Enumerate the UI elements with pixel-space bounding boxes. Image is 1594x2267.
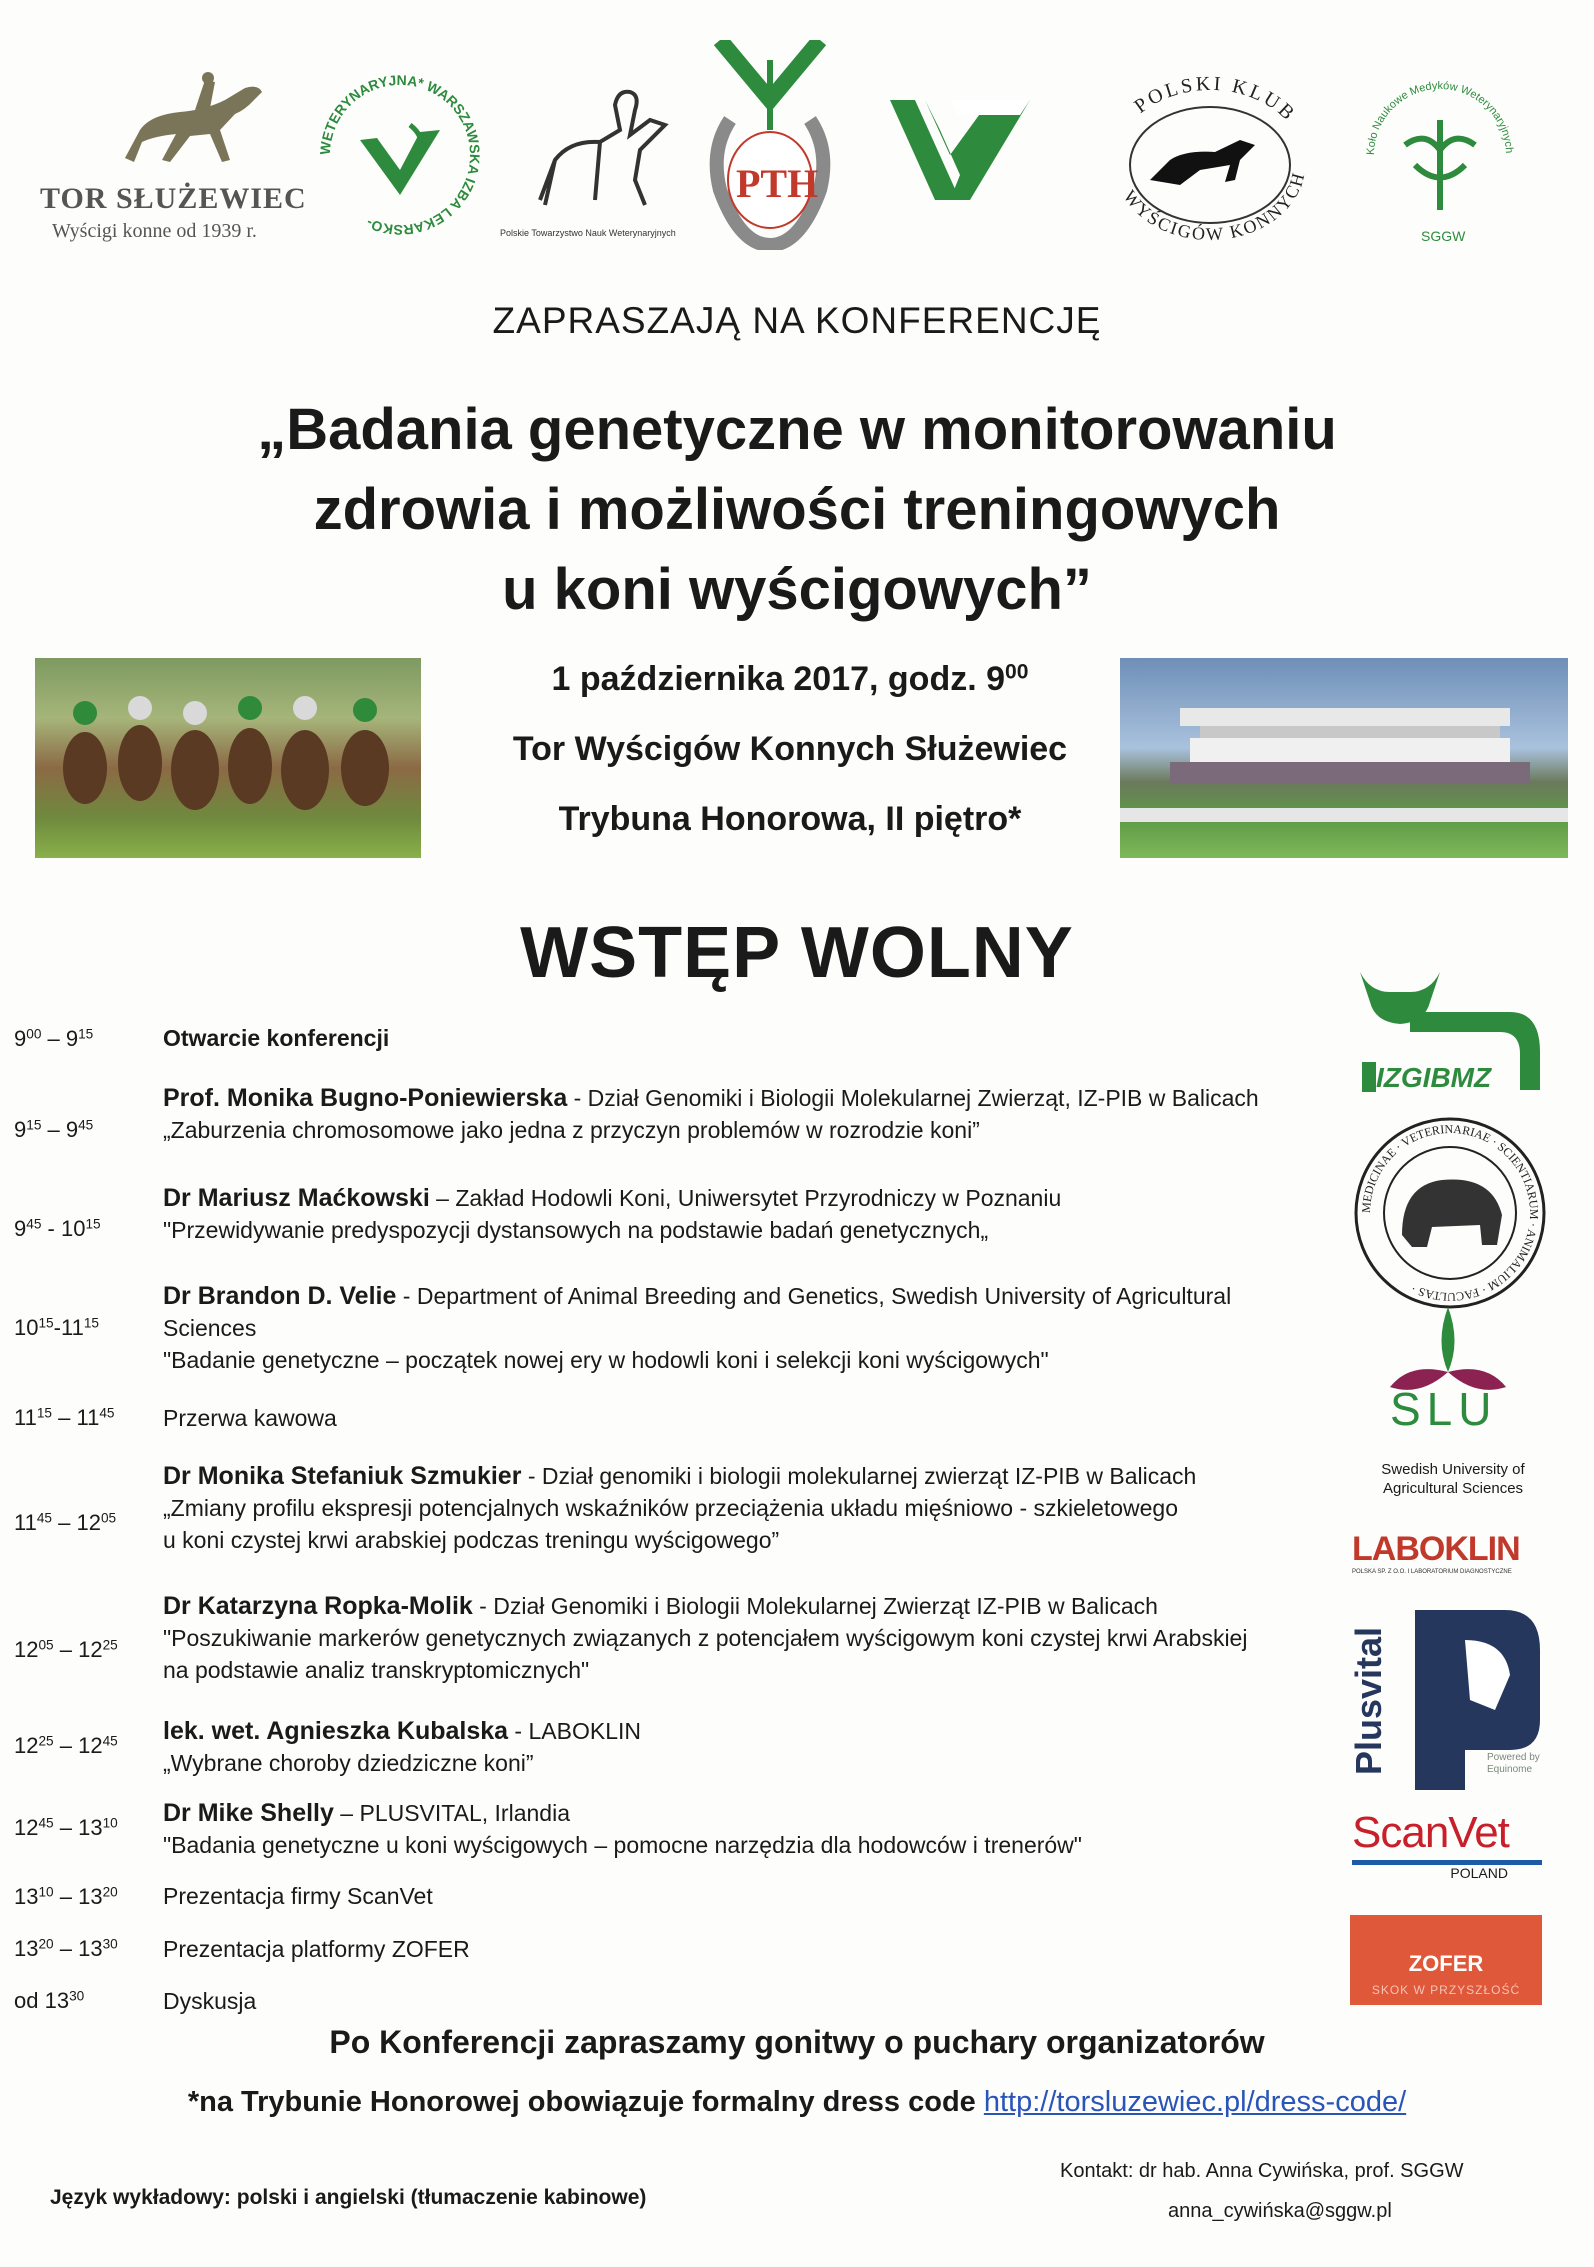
agenda-time-7: $12^{05} - 12^{25}$ — [14, 1637, 118, 1662]
event-date: 1 października 2017, godz. $9^{00}$ — [551, 660, 1029, 698]
agenda-item-discussion: Dyskusja — [163, 1988, 257, 2014]
klub-top-text: POLSKI KLUB — [1130, 72, 1301, 127]
slu-label: SLU — [1390, 1383, 1498, 1435]
ptnw-label: Polskie Towarzystwo Nauk Weterynaryjnych — [500, 228, 676, 238]
free-entry-heading: WSTĘP WOLNY — [520, 913, 1074, 993]
dress-code-link[interactable]: http://torsluzewiec.pl/dress-code/ — [983, 2086, 1407, 2118]
after-conference-note: Po Konferencji zapraszamy gonitwy o puchary organizatorów — [329, 2024, 1265, 2060]
logo-pth — [700, 40, 840, 250]
izba-ring-text: WETERYNARYJNA* WARSZAWSKA IZBA LEKARSKO- — [316, 71, 484, 239]
agenda-item-ropka-molik: Dr Katarzyna Ropka-Molik - Dział Genomiki i Biologii Molekularnej Zwierząt IZ-PIB w Balicach "Poszukiwanie markerów genetycznych związanych z potencjałem wyścigowym koni czystej krwi Arabskiej na podstawie analiz transkryptomicznych" — [163, 1592, 1248, 1683]
tor-name: TOR SŁUŻEWIEC — [40, 182, 307, 215]
agenda-time-12: od $13^{30}$ — [14, 1988, 85, 2013]
agenda-item-stefaniuk: Dr Monika Stefaniuk Szmukier - Dział genomiki i biologii molekularnej zwierząt IZ-PIB w Balicach „Zmiany profilu ekspresji potencjalnych wskaźników przeciążenia układu mięśniowo - szkieletowego u koni czystej krwi arabskiej podczas treningu wyścigowego” — [163, 1462, 1197, 1553]
agenda-time-6: $11^{45} - 12^{05}$ — [14, 1510, 117, 1535]
logo-medicinae-veterinariae — [1352, 1115, 1548, 1311]
agenda-time-2: $9^{15} - 9^{45}$ — [14, 1117, 94, 1142]
title-line-3: u koni wyścigowych” — [502, 557, 1092, 622]
zofer-subtitle: SKOK W PRZYSZŁOŚĆ — [1371, 1983, 1521, 1997]
laboklin-subtitle: POLSKA SP. Z O.O. I LABORATORIUM DIAGNOSTYCZNE — [1352, 1569, 1512, 1575]
agenda-time-3: $9^{45} - 10^{15}$ — [14, 1216, 101, 1241]
logo-plusvital — [1348, 1600, 1545, 1790]
logo-ptnw — [500, 80, 700, 245]
zofer-label: ZOFER — [1408, 1951, 1484, 1976]
caduceus-icon — [1405, 120, 1475, 210]
pth-letters: PTH — [736, 161, 819, 206]
logo-izgibmz — [1350, 962, 1546, 1102]
agenda-item-scanvet: Prezentacja firmy ScanVet — [163, 1883, 433, 1909]
tor-subtitle: Wyścigi konne od 1939 r. — [52, 220, 257, 242]
agenda-item-bugno: Prof. Monika Bugno-Poniewierska - Dział Genomiki i Biologii Molekularnej Zwierząt, IZ-PIB w Balicach „Zaburzenia chromosomowe jako jedna z przyczyn problemów w rozrodzie koni” — [163, 1084, 1259, 1143]
sggw-label: SGGW — [1421, 228, 1466, 244]
galloping-horse-icon — [1150, 140, 1255, 185]
logo-sggw-kolo — [1355, 70, 1525, 250]
conference-title — [0, 390, 1594, 630]
event-place: Tor Wyścigów Konnych Służewiec — [512, 730, 1068, 768]
agenda-item-zofer: Prezentacja platformy ZOFER — [163, 1936, 470, 1962]
title-line-2: zdrowia i możliwości treningowych — [313, 477, 1281, 542]
agenda-time-8: $12^{25} - 12^{45}$ — [14, 1733, 118, 1758]
racehorse-icon — [30, 70, 310, 180]
svg-text:POLSKI KLUB — [1130, 73, 1300, 126]
logo-scanvet — [1352, 1808, 1548, 1888]
scanvet-subtitle: POLAND — [1450, 1865, 1508, 1881]
agenda-item-coffee-break: Przerwa kawowa — [163, 1405, 337, 1431]
agenda-item-kubalska: lek. wet. Agnieszka Kubalska - LABOKLIN „Wybrane choroby dziedziczne koni” — [163, 1717, 641, 1776]
agenda-time-9: $12^{45} - 13^{10}$ — [14, 1815, 118, 1840]
svg-text:WYŚCIGÓW KONNYCH — [1120, 169, 1309, 244]
agenda-time-10: $13^{10} - 13^{20}$ — [14, 1884, 118, 1909]
title-line-1: „Badania genetyczne w monitorowaniu — [257, 397, 1337, 462]
izgibmz-label: IZGIBMZ — [1376, 1062, 1492, 1093]
logo-izba-lekarsko-weterynaryjna — [315, 70, 485, 240]
agenda-time-1: $9^{00} - 9^{15}$ — [14, 1026, 94, 1051]
scanvet-label: ScanVet — [1352, 1808, 1509, 1857]
logo-polski-klub — [1090, 70, 1330, 250]
agenda-item-opening: Otwarcie konferencji — [163, 1025, 390, 1051]
contact-person: Kontakt: dr hab. Anna Cywińska, prof. SGGW — [1060, 2160, 1464, 2182]
agenda-item-shelly: Dr Mike Shelly – PLUSVITAL, Irlandia "Badania genetyczne u koni wyścigowych – pomocne narzędzia dla hodowców i trenerów" — [163, 1799, 1082, 1858]
sggw-ring-text: Koło Naukowe Medyków Weterynaryjnych — [1364, 79, 1516, 156]
klub-bottom-text: WYŚCIGÓW KONNYCH — [1119, 169, 1309, 245]
logo-laboklin — [1352, 1530, 1548, 1580]
event-room: Trybuna Honorowa, II piętro* — [558, 800, 1022, 838]
contact-email: anna_cywińska@sggw.pl — [1168, 2200, 1392, 2222]
agenda-time-11: $13^{20} - 13^{30}$ — [14, 1936, 118, 1961]
logo-green-v — [880, 80, 1040, 210]
grandstand-photo — [1120, 658, 1568, 858]
language-note: Język wykładowy: polski i angielski (tłumaczenie kabinowe) — [50, 2186, 647, 2209]
slu-full-name: Swedish University of Agricultural Sciences — [1381, 1461, 1525, 1497]
agenda-item-mackowski: Dr Mariusz Maćkowski – Zakład Hodowli Koni, Uniwersytet Przyrodniczy w Poznaniu "Przewidywanie predyspozycji dystansowych na podstawie badań genetycznych„ — [163, 1184, 1062, 1243]
bison-icon — [1402, 1179, 1502, 1247]
logo-tor-sluzewiec — [30, 70, 310, 250]
agenda-time-4: $10^{15}-11^{15}$ — [14, 1315, 99, 1340]
laboklin-label: LABOKLIN — [1352, 1530, 1520, 1568]
slu-leaf-icon — [1442, 1307, 1455, 1372]
horse-race-photo — [35, 658, 421, 858]
dress-code-note: *na Trybunie Honorowej obowiązuje formalny dress code http://torsluzewiec.pl/dress-code/ — [187, 2086, 1407, 2118]
agenda-item-velie: Dr Brandon D. Velie - Department of Animal Breeding and Genetics, Swedish University of Agricultural Sciences "Badanie genetyczne – początek nowej ery w hodowli koni i selekcji koni wyścigowych" — [163, 1282, 1232, 1373]
invite-heading: ZAPRASZAJĄ NA KONFERENCJĘ — [492, 300, 1102, 341]
logo-zofer — [1350, 1915, 1542, 2005]
medicinae-ring-text: MEDICINAE · VETERINARIAE · SCIENTIARUM · ANIMALIUM · FACULTAS · — [1358, 1121, 1542, 1305]
svg-text:WETERYNARYJNA* WARSZAWSKA IZBA — [317, 72, 483, 238]
equinome-label: Powered by Equinome — [1487, 1752, 1540, 1775]
plusvital-label: Plusvital — [1348, 1626, 1390, 1776]
agenda-time-5: $11^{15} - 11^{45}$ — [14, 1405, 115, 1430]
logo-slu — [1350, 1302, 1546, 1512]
centaur-icon — [500, 80, 700, 220]
